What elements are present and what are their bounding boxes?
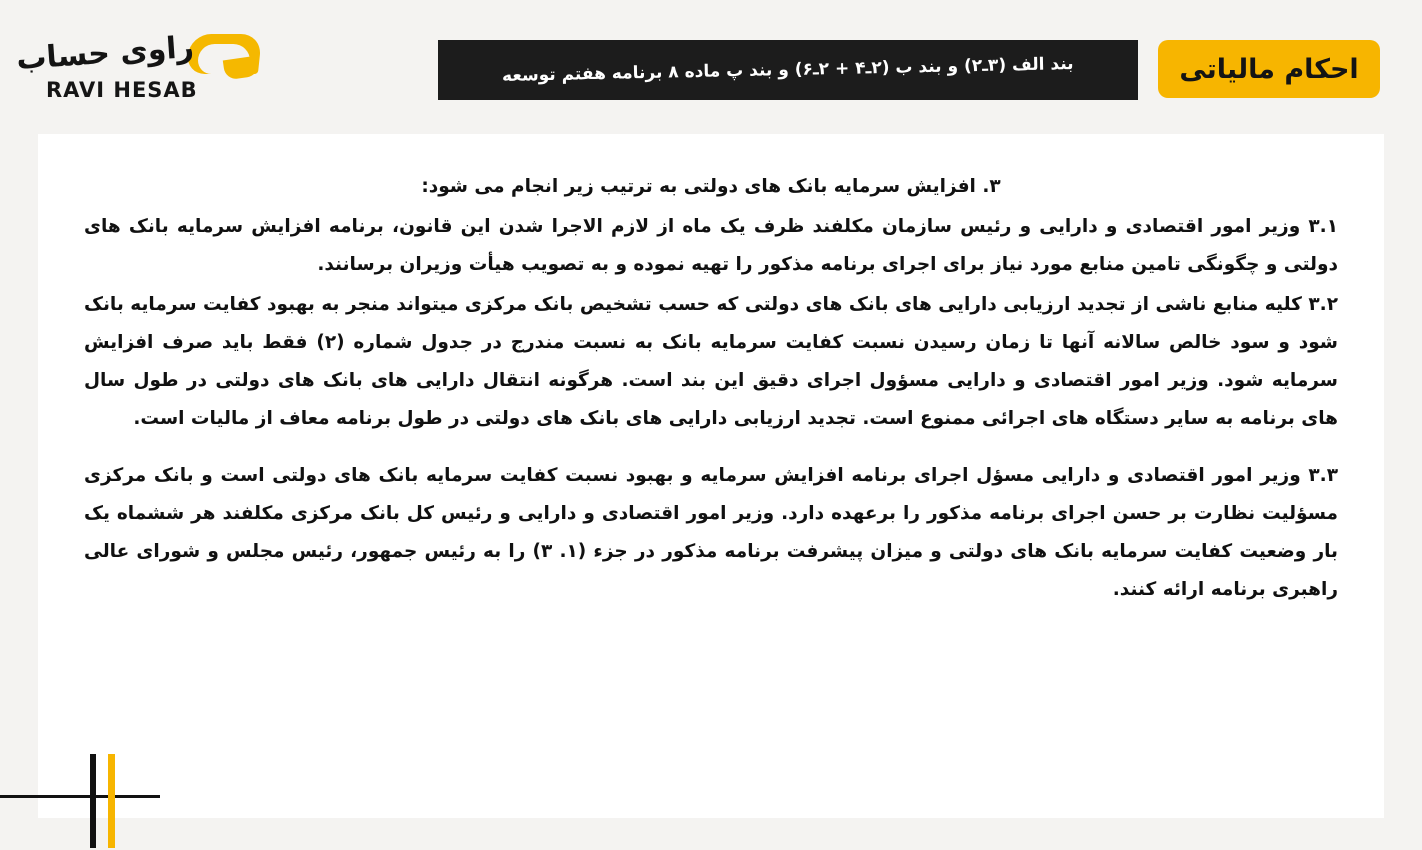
logo-script-text: راوی حساب	[15, 29, 195, 78]
decoration-bar-dark	[90, 754, 96, 848]
paragraph-3-2: ۳.۲ کلیه منابع ناشی از تجدید ارزیابی دارایی های بانک های دولتی که حسب تشخیص بانک مرکزی میتواند منجر به بهبود کفایت سرمایه بانک شود و سود خالص سالانه آنها تا زمان رسیدن نسبت کفایت سرمایه بانک به نسبت مندرج در جدول شماره (۲) فقط باید صرف افزایش سرمایه شود. وزیر امور اقتصادی و دارایی مسؤول اجرای دقیق این بند است. هرگونه انتقال دارایی های بانک های دولتی در طول سال های برنامه به سایر دستگاه های اجرائی ممنوع است. تجدید ارزیابی دارایی های بانک های دولتی در طول برنامه معاف از مالیات است.	[84, 293, 1338, 429]
content-card	[38, 134, 1384, 818]
page-title: احکام مالیاتی	[1179, 53, 1359, 85]
paragraph-3-1: ۳.۱ وزیر امور اقتصادی و دارایی و رئیس سازمان مکلفند ظرف یک ماه از لازم الاجرا شدن این قانون، برنامه افزایش سرمایه بانک های دولتی و چگونگی تامین منابع مورد نیاز برای اجرای برنامه مذکور را تهیه نموده و به تصویب هیأت وزیران برسانند.	[84, 215, 1338, 275]
reference-ribbon-text: بند الف (۳ـ۲) و بند ب (۲ـ۴ + ۲ـ۶) و بند پ ماده ۸ برنامه هفتم توسعه	[502, 53, 1074, 86]
logo-wordmark: RAVI HESAB	[46, 78, 198, 102]
footer-decoration	[0, 724, 240, 834]
decoration-bar-accent	[108, 754, 115, 848]
header	[0, 0, 1422, 132]
swoosh-icon	[188, 28, 266, 80]
brand-logo	[15, 26, 278, 108]
paragraph-intro: ۳. افزایش سرمایه بانک های دولتی به ترتیب زیر انجام می شود:	[421, 176, 1001, 197]
page-title-chip	[1158, 40, 1380, 98]
decoration-line	[0, 795, 160, 798]
paragraph-3-3: ۳.۳ وزیر امور اقتصادی و دارایی مسؤل اجرای برنامه افزایش سرمایه و بهبود نسبت کفایت سرمایه بانک های دولتی است و بانک مرکزی مسؤلیت نظارت بر حسن اجرای برنامه مذکور را برعهده دارد. وزیر امور اقتصادی و دارایی و رئیس کل بانک مرکزی مکلفند هر ششماه یک بار وضعیت کفایت سرمایه بانک های دولتی و میزان پیشرفت برنامه مذکور در جزء (۱. ۳) را به رئیس جمهور، رئیس مجلس و شورای عالی راهبری برنامه ارائه کنند.	[84, 465, 1338, 601]
reference-ribbon	[438, 40, 1138, 100]
